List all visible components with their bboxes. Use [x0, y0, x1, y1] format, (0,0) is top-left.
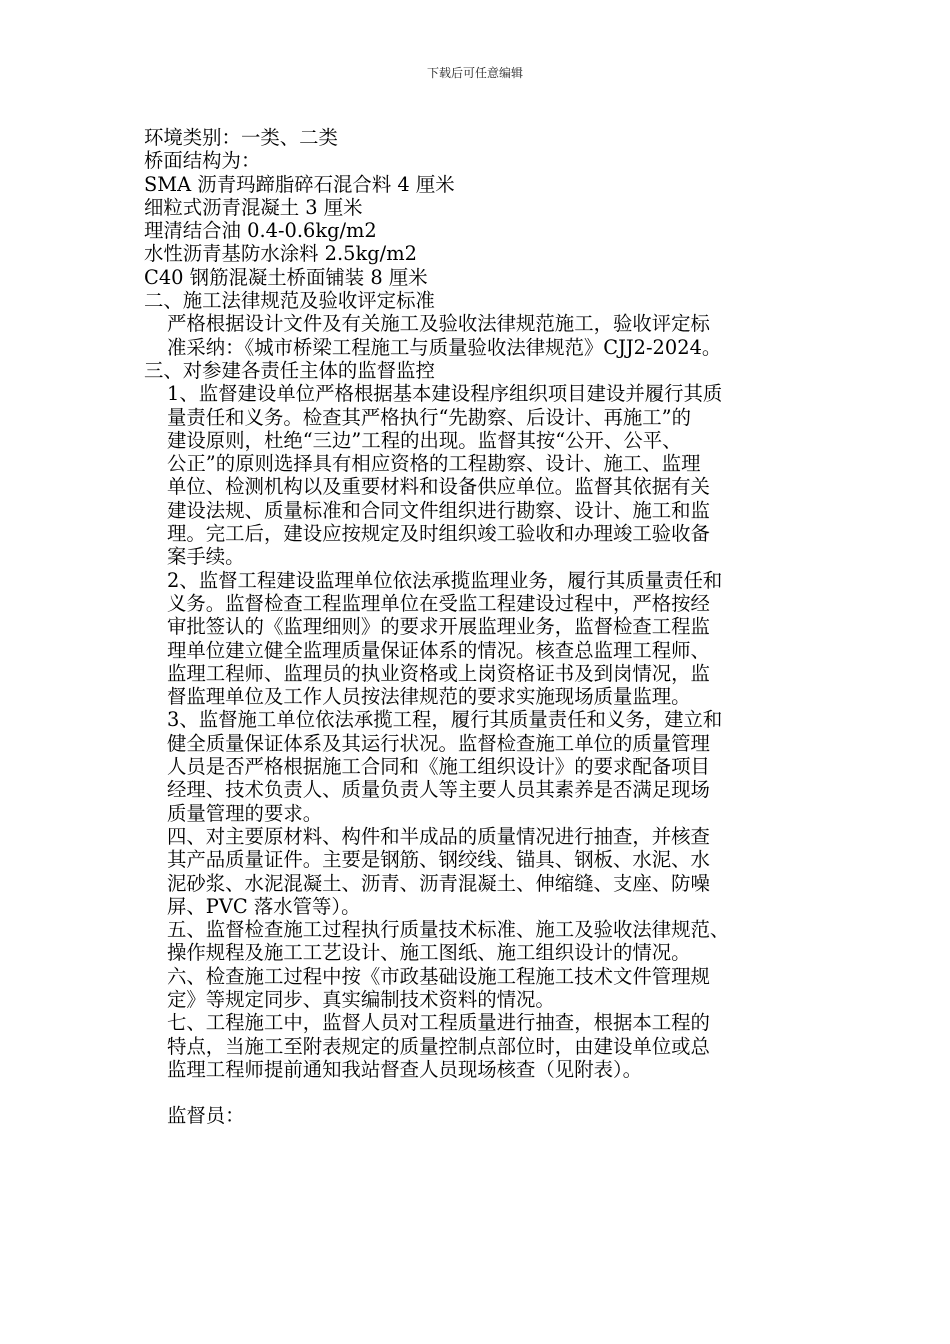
text-line: C40 钢筋混凝土桥面铺装 8 厘米	[144, 265, 428, 289]
text-line: 其产品质量证件。主要是钢筋、钢绞线、锚具、钢板、水泥、水	[167, 848, 710, 872]
text-line: 泥砂浆、水泥混凝土、沥青、沥青混凝土、伸缩缝、支座、防噪	[167, 871, 710, 895]
text-line: 严格根据设计文件及有关施工及验收法律规范施工，验收评定标	[167, 312, 710, 336]
text-line: 人员是否严格根据施工合同和《施工组织设计》的要求配备项目	[167, 755, 710, 779]
text-line: 五、监督检查施工过程执行质量技术标准、施工及验收法律规范、	[167, 918, 730, 942]
text-line: 细粒式沥青混凝土 3 厘米	[144, 195, 363, 219]
text-line: 经理、技术负责人、质量负责人等主要人员其素养是否满足现场	[167, 778, 710, 802]
text-line: 健全质量保证体系及其运行状况。监督检查施工单位的质量管理	[167, 731, 710, 755]
text-line: 七、工程施工中，监督人员对工程质量进行抽查，根据本工程的	[167, 1011, 710, 1035]
text-line: 3、监督施工单位依法承揽工程，履行其质量责任和义务，建立和	[167, 708, 723, 732]
text-line: 屏、PVC 落水管等）。	[167, 894, 361, 918]
text-line: 理清结合油 0.4-0.6kg/m2	[144, 219, 377, 243]
signature-label: 监督员：	[167, 1104, 245, 1128]
text-line: 理单位建立健全监理质量保证体系的情况。核查总监理工程师、	[167, 638, 710, 662]
text-line: 水性沥青基防水涂料 2.5kg/m2	[144, 242, 417, 266]
text-line: 量责任和义务。检查其严格执行“先勘察、后设计、再施工”的	[167, 405, 691, 429]
text-line: 建设原则，杜绝“三边”工程的出现。监督其按“公开、公平、	[167, 428, 682, 452]
text-line: 特点，当施工至附表规定的质量控制点部位时，由建设单位或总	[167, 1034, 710, 1058]
text-line: 定》等规定同步、真实编制技术资料的情况。	[167, 987, 555, 1011]
document-body	[144, 126, 834, 1128]
text-line: 操作规程及施工工艺设计、施工图纸、施工组织设计的情况。	[167, 941, 691, 965]
text-line: 建设法规、质量标准和合同文件组织进行勘察、设计、施工和监	[167, 498, 710, 522]
text-line: 单位、检测机构以及重要材料和设备供应单位。监督其依据有关	[167, 475, 710, 499]
page-header-note: 下载后可任意编辑	[426, 66, 523, 80]
text-line: 桥面结构为：	[144, 149, 261, 173]
text-line: 案手续。	[167, 545, 245, 569]
text-line: 环境类别：一类、二类	[144, 126, 338, 149]
text-line: 公正”的原则选择具有相应资格的工程勘察、设计、施工、监理	[167, 452, 701, 476]
text-line: 审批签认的《监理细则》的要求开展监理业务，监督检查工程监	[167, 615, 710, 639]
text-line: 理。完工后，建设应按规定及时组织竣工验收和办理竣工验收备	[167, 522, 710, 546]
text-line: 监理工程师提前通知我站督查人员现场核查（见附表）。	[167, 1057, 643, 1081]
text-line: 监理工程师、监理员的执业资格或上岗资格证书及到岗情况，监	[167, 661, 710, 685]
text-line: SMA 沥青玛蹄脂碎石混合料 4 厘米	[144, 172, 455, 196]
text-line: 1、监督建设单位严格根据基本建设程序组织项目建设并履行其质	[167, 382, 723, 406]
text-line: 督监理单位及工作人员按法律规范的要求实施现场质量监理。	[167, 685, 691, 709]
text-line: 四、对主要原材料、构件和半成品的质量情况进行抽查，并核查	[167, 824, 710, 848]
blank-line	[144, 1081, 834, 1104]
text-line: 六、检查施工过程中按《市政基础设施工程施工技术文件管理规	[167, 964, 710, 988]
text-line: 义务。监督检查工程监理单位在受监工程建设过程中，严格按经	[167, 591, 710, 615]
text-line: 质量管理的要求。	[167, 801, 323, 825]
section-heading: 三、对参建各责任主体的监督监控	[144, 358, 435, 382]
text-line: 2、监督工程建设监理单位依法承揽监理业务，履行其质量责任和	[167, 568, 723, 592]
text-line: 准采纳：《城市桥梁工程施工与质量验收法律规范》CJJ2-2024。	[167, 335, 722, 359]
section-heading: 二、施工法律规范及验收评定标准	[144, 289, 435, 313]
